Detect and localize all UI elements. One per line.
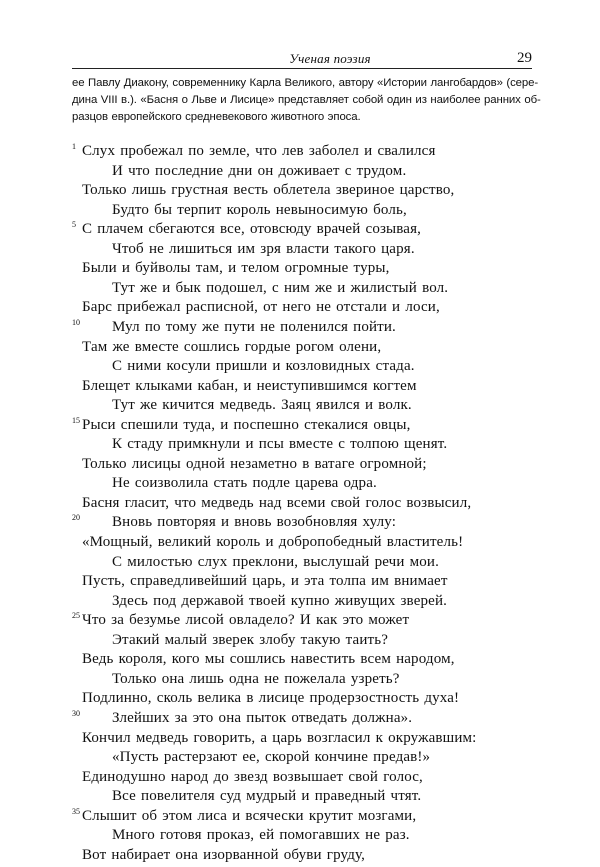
poem-line: Только лишь грустная весть облетела звериное царство, <box>82 182 455 198</box>
poem-line: Кончил медведь говорить, а царь возгласил к окружавшим: <box>82 730 477 746</box>
poem-line: Не соизволила стать подле царева одра. <box>112 475 377 491</box>
poem-line: И что последние дни он доживает с трудом. <box>112 163 407 179</box>
intro-paragraph <box>72 75 541 126</box>
poem-line: Басня гласит, что медведь над всеми свой голос возвысил, <box>82 495 472 511</box>
poem-line: Блещет клыками кабан, и неиступившимся когтем <box>82 378 417 394</box>
intro-line: разцов европейского средневекового животного эпоса. <box>72 111 361 123</box>
poem-line: Вновь повторяя и вновь возобновляя хулу: <box>112 514 397 530</box>
poem-line: Мул по тому же пути не поленился пойти. <box>112 319 396 335</box>
poem-line: Чтоб не лишиться им зря власти такого царя. <box>112 241 415 257</box>
poem-line: Тут же кичится медведь. Заяц явился и волк. <box>112 397 412 413</box>
line-number: 25 <box>72 611 80 620</box>
poem-line: С плачем сбегаются все, отовсюду врачей созывая, <box>82 221 422 237</box>
poem-line: К стаду примкнули и псы вместе с толпою щенят. <box>112 436 448 452</box>
poem-line: Злейших за это она пыток отведать должна». <box>112 710 413 726</box>
poem-line: Ведь короля, кого мы сошлись навестить всем народом, <box>82 651 455 667</box>
poem-line: Подлинно, сколь велика в лисице продерзостность духа! <box>82 690 460 706</box>
line-number: 30 <box>72 709 80 718</box>
poem-line: Пусть, справедливейший царь, и эта толпа им внимает <box>82 573 448 589</box>
poem-line: Тут же и бык подошел, с ним же и жилистый вол. <box>112 280 449 296</box>
page-number: 29 <box>517 50 532 66</box>
poem-line: Рыси спешили туда, и поспешно стекалися овцы, <box>82 417 411 433</box>
line-number: 35 <box>72 807 80 816</box>
poem-line: «Пусть растерзают ее, скорой кончине предав!» <box>112 749 431 765</box>
running-head <box>72 50 532 68</box>
poem-line: Там же вместе сошлись гордые рогом олени, <box>82 339 382 355</box>
poem-line: Слышит об этом лиса и всячески крутит мозгами, <box>82 808 417 824</box>
poem-line: Что за безумье лисой овладело? И как это может <box>82 612 410 628</box>
line-number: 5 <box>72 220 76 229</box>
poem-line: Только лисицы одной незаметно в ватаге огромной; <box>82 456 427 472</box>
poem-line: Много готовя проказ, ей помогавших не раз. <box>112 827 410 843</box>
poem-line: Только она лишь одна не пожелала узреть? <box>112 671 400 687</box>
poem-line: С ними косули пришли и козловидных стада. <box>112 358 415 374</box>
poem-line: Все повелителя суд мудрый и праведный чтят. <box>112 788 422 804</box>
poem-line: Будто бы терпит король невыносимую боль, <box>112 202 407 218</box>
poem-line: Единодушно народ до звезд возвышает свой голос, <box>82 769 423 785</box>
line-number: 1 <box>72 142 76 151</box>
poem-line: Слух пробежал по земле, что лев заболел и свалился <box>82 143 436 159</box>
intro-line: ее Павлу Диакону, современнику Карла Великого, автору «Истории лангобардов» (сере- <box>72 77 539 89</box>
poem-line: Вот набирает она изорванной обуви груду, <box>82 847 366 863</box>
poem-line: Были и буйволы там, и телом огромные туры, <box>82 260 390 276</box>
intro-line: дина VIII в.). «Басня о Льве и Лисице» представляет собой один из наиболее ранних об- <box>72 94 541 106</box>
poem-line: Здесь под державой твоей купно живущих зверей. <box>112 593 448 609</box>
line-number: 15 <box>72 416 80 425</box>
running-title: Ученая поэзия <box>289 51 371 66</box>
line-number: 10 <box>72 318 80 327</box>
header-rule <box>72 68 532 69</box>
poem-line: С милостью слух преклони, выслушай речи мои. <box>112 554 440 570</box>
line-number: 20 <box>72 513 80 522</box>
poem-line: «Мощный, великий король и добропобедный властитель! <box>82 534 464 550</box>
poem-line: Барс прибежал расписной, от него не отстали и лоси, <box>82 299 440 315</box>
poem-line: Этакий малый зверек злобу такую таить? <box>112 632 389 648</box>
